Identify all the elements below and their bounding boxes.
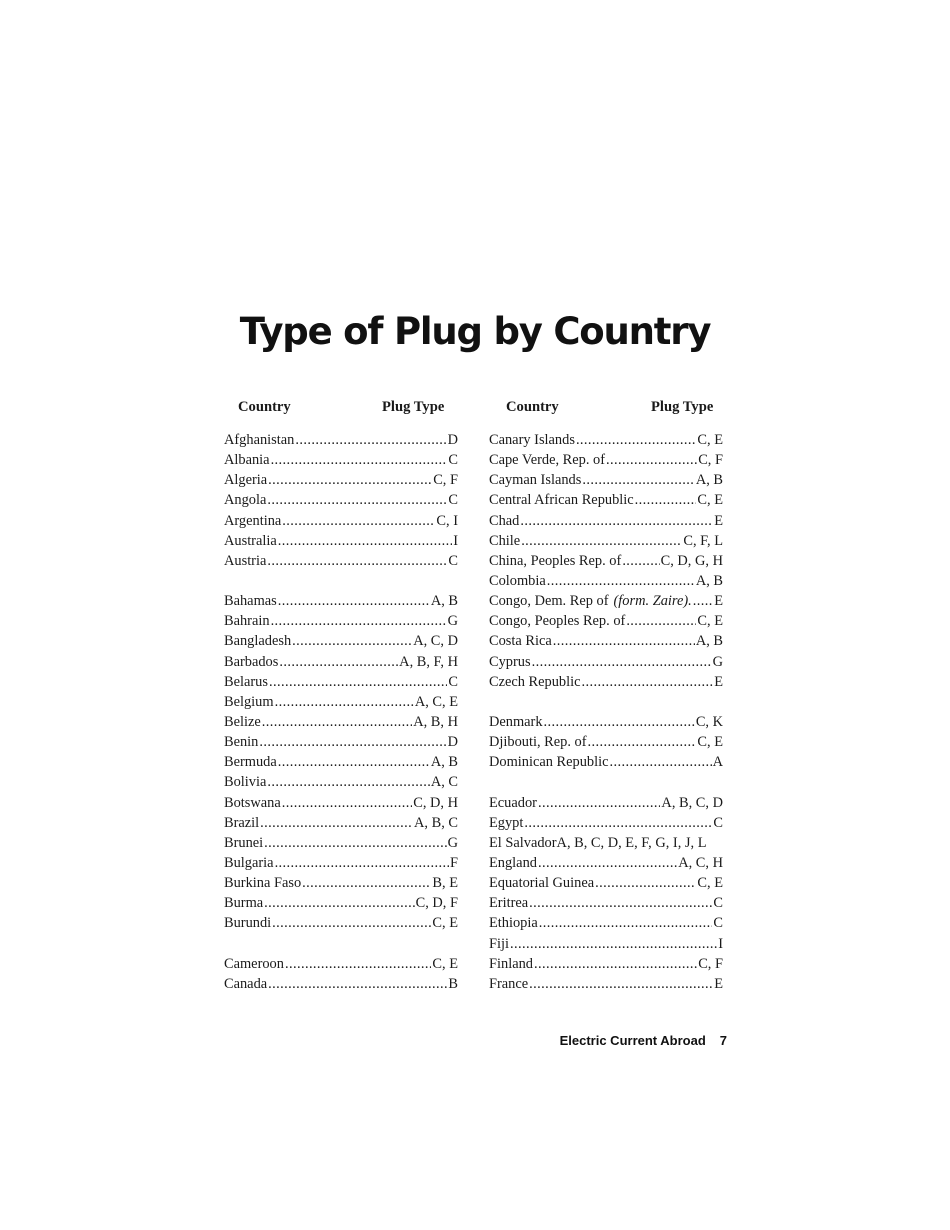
plug-type-value: C, F — [698, 452, 723, 469]
group-spacer — [489, 692, 723, 712]
table-row — [489, 732, 723, 752]
country-name: Belize — [224, 713, 261, 730]
table-row — [489, 712, 723, 732]
dot-leader — [262, 712, 412, 732]
dot-leader — [635, 490, 697, 510]
table-row — [224, 652, 458, 672]
country-name: Egypt — [489, 814, 524, 831]
country-list — [224, 430, 458, 994]
table-row — [489, 551, 723, 571]
country-column-header: Country — [238, 399, 291, 415]
country-name: Fiji — [489, 935, 509, 952]
table-row — [489, 873, 723, 893]
country-name: Equatorial Guinea — [489, 875, 595, 892]
plug-type-value: C, E — [697, 734, 723, 751]
country-name: Bahrain — [224, 613, 270, 630]
table-row — [489, 450, 723, 470]
plug-type-value: D — [447, 734, 458, 751]
plug-type-value: C — [448, 492, 458, 509]
plug-type-value: C, F — [698, 955, 723, 972]
dot-leader — [524, 813, 712, 833]
plug-type-value: B, E — [432, 875, 458, 892]
page-number: 7 — [719, 1033, 727, 1048]
table-row — [489, 853, 723, 873]
dot-leader — [538, 793, 660, 813]
plug-type-value: A, B, C, D — [661, 794, 723, 811]
country-name: Colombia — [489, 572, 546, 589]
plug-type-value: C, E — [697, 492, 723, 509]
table-row — [224, 893, 458, 913]
dot-leader — [278, 752, 430, 772]
plug-type-value: C — [713, 814, 723, 831]
country-name: Bolivia — [224, 774, 267, 791]
dot-leader — [610, 752, 712, 772]
table-row — [489, 430, 723, 450]
country-name: Canary Islands — [489, 432, 575, 448]
dot-leader — [275, 692, 414, 712]
country-name: Bahamas — [224, 593, 277, 610]
country-name: Barbados — [224, 653, 279, 670]
plug-type-value: B — [448, 975, 458, 992]
dot-leader — [282, 511, 435, 531]
table-row — [224, 974, 458, 994]
plug-type-value: C, E — [432, 955, 458, 972]
table-row — [489, 631, 723, 651]
plug-type-value: C, D, G, H — [660, 552, 723, 569]
country-name: Canada — [224, 975, 268, 992]
dot-leader — [532, 652, 712, 672]
dot-leader — [544, 712, 695, 732]
plug-type-value: C — [713, 915, 723, 932]
dot-leader — [606, 450, 697, 470]
table-row — [489, 833, 723, 853]
table-row — [489, 913, 723, 933]
country-name: Cyprus — [489, 653, 531, 670]
plug-type-value: A, B, C — [414, 814, 458, 831]
country-name: Congo, Dem. Rep of — [489, 593, 609, 610]
table-row — [489, 511, 723, 531]
table-row — [489, 672, 723, 692]
dot-leader — [264, 893, 414, 913]
country-column-header: Country — [506, 399, 559, 415]
footer-label: Electric Current Abroad — [559, 1033, 706, 1048]
plug-table-left-column — [224, 397, 458, 994]
country-name: Dominican Republic — [489, 754, 609, 771]
table-row — [224, 551, 458, 571]
country-name: Czech Republic — [489, 673, 581, 690]
country-name: Ethiopia — [489, 915, 538, 932]
plug-type-value: C, I — [436, 512, 458, 529]
table-row — [489, 652, 723, 672]
plug-type-value: C, E — [697, 613, 723, 630]
plug-type-value: F — [449, 854, 458, 871]
table-row — [489, 752, 723, 772]
dot-leader — [271, 611, 447, 631]
country-name: China, Peoples Rep. of — [489, 552, 622, 569]
table-row — [224, 712, 458, 732]
table-row — [224, 450, 458, 470]
dot-leader — [576, 430, 696, 450]
table-row — [224, 672, 458, 692]
country-name: Eritrea — [489, 895, 529, 912]
country-name: Angola — [224, 492, 267, 509]
plug-type-value: C, E — [432, 915, 458, 932]
plug-type-value: C — [448, 552, 458, 569]
dot-leader — [268, 470, 432, 490]
dot-leader — [595, 873, 696, 893]
dot-leader — [693, 591, 713, 611]
country-name: Burkina Faso — [224, 875, 302, 892]
table-row — [224, 833, 458, 853]
country-name: El Salvador — [489, 834, 557, 851]
table-row — [224, 591, 458, 611]
country-name: Ecuador — [489, 794, 537, 811]
dot-leader — [529, 893, 712, 913]
table-row — [224, 490, 458, 510]
plug-type-value: C — [713, 895, 723, 912]
country-name: Finland — [489, 955, 533, 972]
country-name: Denmark — [489, 713, 543, 730]
plug-type-column-header: Plug Type — [651, 399, 714, 415]
dot-leader — [529, 974, 713, 994]
dot-leader — [268, 974, 447, 994]
country-name: Cameroon — [224, 955, 284, 972]
dot-leader — [278, 591, 430, 611]
plug-type-value: A — [712, 754, 723, 771]
plug-type-value: C, E — [697, 875, 723, 892]
plug-type-value: G — [712, 653, 723, 670]
dot-leader — [267, 490, 447, 510]
table-row — [489, 490, 723, 510]
plug-type-value: A, B — [430, 593, 458, 610]
country-name: Brunei — [224, 834, 264, 851]
plug-type-value: C, D, F — [415, 895, 458, 912]
table-row — [489, 470, 723, 490]
column-header — [489, 397, 723, 419]
table-row — [224, 470, 458, 490]
dot-leader — [547, 571, 695, 591]
dot-leader — [622, 551, 659, 571]
dot-leader — [264, 833, 446, 853]
plug-type-value: C, E — [697, 432, 723, 448]
plug-type-value: A, B, H — [413, 713, 458, 730]
country-name: Australia — [224, 532, 277, 549]
country-name: Congo, Peoples Rep. of — [489, 613, 626, 630]
plug-type-value: C — [448, 673, 458, 690]
table-row — [224, 611, 458, 631]
dot-leader — [275, 853, 449, 873]
country-name: Central African Republic — [489, 492, 634, 509]
plug-type-value: E — [714, 673, 723, 690]
plug-type-value: E — [714, 512, 723, 529]
dot-leader — [267, 551, 447, 571]
plug-type-value: C, F, L — [683, 532, 723, 549]
country-name: Bangladesh — [224, 633, 292, 650]
plug-type-value: I — [453, 532, 458, 549]
table-row — [224, 813, 458, 833]
table-row — [224, 631, 458, 651]
dot-leader — [260, 813, 413, 833]
plug-type-value: G — [447, 834, 458, 851]
dot-leader — [582, 470, 694, 490]
dot-leader — [534, 954, 697, 974]
plug-type-value: G — [447, 613, 458, 630]
table-row — [224, 732, 458, 752]
page-title: Type of Plug by Country — [239, 310, 711, 353]
table-row — [489, 893, 723, 913]
table-row — [224, 772, 458, 792]
plug-type-value: A, B, F, H — [399, 653, 458, 670]
table-row — [489, 954, 723, 974]
dot-leader — [553, 631, 695, 651]
dot-leader — [278, 531, 452, 551]
country-name: Belgium — [224, 693, 274, 710]
dot-leader — [521, 531, 682, 551]
dot-leader — [588, 732, 697, 752]
country-name: Costa Rica — [489, 633, 552, 650]
dot-leader — [259, 732, 446, 752]
plug-type-value: A, C, H — [678, 854, 723, 871]
table-row — [489, 531, 723, 551]
plug-type-value: A, C, D — [413, 633, 458, 650]
dot-leader — [282, 793, 412, 813]
country-name: Cape Verde, Rep. of — [489, 452, 606, 469]
plug-type-value: A, B — [695, 633, 723, 650]
plug-type-value: A, B — [430, 754, 458, 771]
dot-leader — [271, 450, 448, 470]
plug-type-value: A, B — [695, 572, 723, 589]
group-spacer — [489, 772, 723, 792]
plug-type-value: C, F — [433, 472, 458, 489]
country-name: Burundi — [224, 915, 272, 932]
table-row — [489, 934, 723, 954]
country-name: Benin — [224, 734, 259, 751]
plug-type-value: A, B — [695, 472, 723, 489]
country-list — [489, 430, 723, 994]
plug-type-value: C — [448, 452, 458, 469]
country-name: Djibouti, Rep. of — [489, 734, 587, 751]
country-note: (form. Zaire). — [613, 593, 692, 610]
group-spacer — [224, 571, 458, 591]
country-name: Chad — [489, 512, 520, 529]
country-name: Bermuda — [224, 754, 277, 771]
plug-type-column-header: Plug Type — [382, 399, 445, 415]
table-row — [489, 813, 723, 833]
country-name: England — [489, 854, 537, 871]
table-row — [224, 873, 458, 893]
dot-leader — [302, 873, 431, 893]
group-spacer — [224, 934, 458, 954]
dot-leader — [539, 913, 713, 933]
country-name: France — [489, 975, 529, 992]
plug-type-value: E — [714, 975, 723, 992]
table-row — [224, 692, 458, 712]
table-row — [224, 531, 458, 551]
country-name: Afghanistan — [224, 432, 295, 448]
country-name: Argentina — [224, 512, 282, 529]
country-name: Cayman Islands — [489, 472, 582, 489]
country-name: Algeria — [224, 472, 268, 489]
table-row — [224, 752, 458, 772]
page-footer — [560, 1033, 727, 1048]
dot-leader — [267, 772, 429, 792]
plug-type-value: A, C, E — [414, 693, 458, 710]
dot-leader — [272, 913, 431, 933]
plug-type-value: I — [718, 935, 723, 952]
dot-leader — [292, 631, 412, 651]
dot-leader — [269, 672, 447, 692]
dot-leader — [538, 853, 677, 873]
plug-table-right-column — [489, 397, 723, 994]
plug-type-value: D — [447, 432, 458, 448]
country-name: Burma — [224, 895, 264, 912]
country-name: Austria — [224, 552, 267, 569]
dot-leader — [626, 611, 696, 631]
plug-type-value: A, C — [430, 774, 458, 791]
country-name: Brazil — [224, 814, 260, 831]
dot-leader — [295, 430, 446, 450]
dot-leader — [510, 934, 717, 954]
country-name: Bulgaria — [224, 854, 274, 871]
dot-leader — [279, 652, 398, 672]
table-row — [224, 913, 458, 933]
table-row — [489, 793, 723, 813]
dot-leader — [582, 672, 714, 692]
table-row — [489, 611, 723, 631]
country-name: Belarus — [224, 673, 268, 690]
table-row — [224, 793, 458, 813]
column-header — [224, 397, 458, 419]
dot-leader — [285, 954, 431, 974]
table-row — [224, 954, 458, 974]
plug-type-value: C, K — [695, 713, 723, 730]
table-row — [224, 511, 458, 531]
dot-leader — [520, 511, 713, 531]
table-row — [489, 974, 723, 994]
table-row — [489, 591, 723, 611]
plug-type-value: C, D, H — [413, 794, 458, 811]
plug-type-value: A, B, C, D, E, F, G, I, J, L — [556, 834, 707, 851]
country-name: Botswana — [224, 794, 281, 811]
country-name: Chile — [489, 532, 521, 549]
plug-type-value: E — [714, 593, 723, 610]
table-row — [489, 571, 723, 591]
country-name: Albania — [224, 452, 270, 469]
table-row — [224, 430, 458, 450]
table-row — [224, 853, 458, 873]
